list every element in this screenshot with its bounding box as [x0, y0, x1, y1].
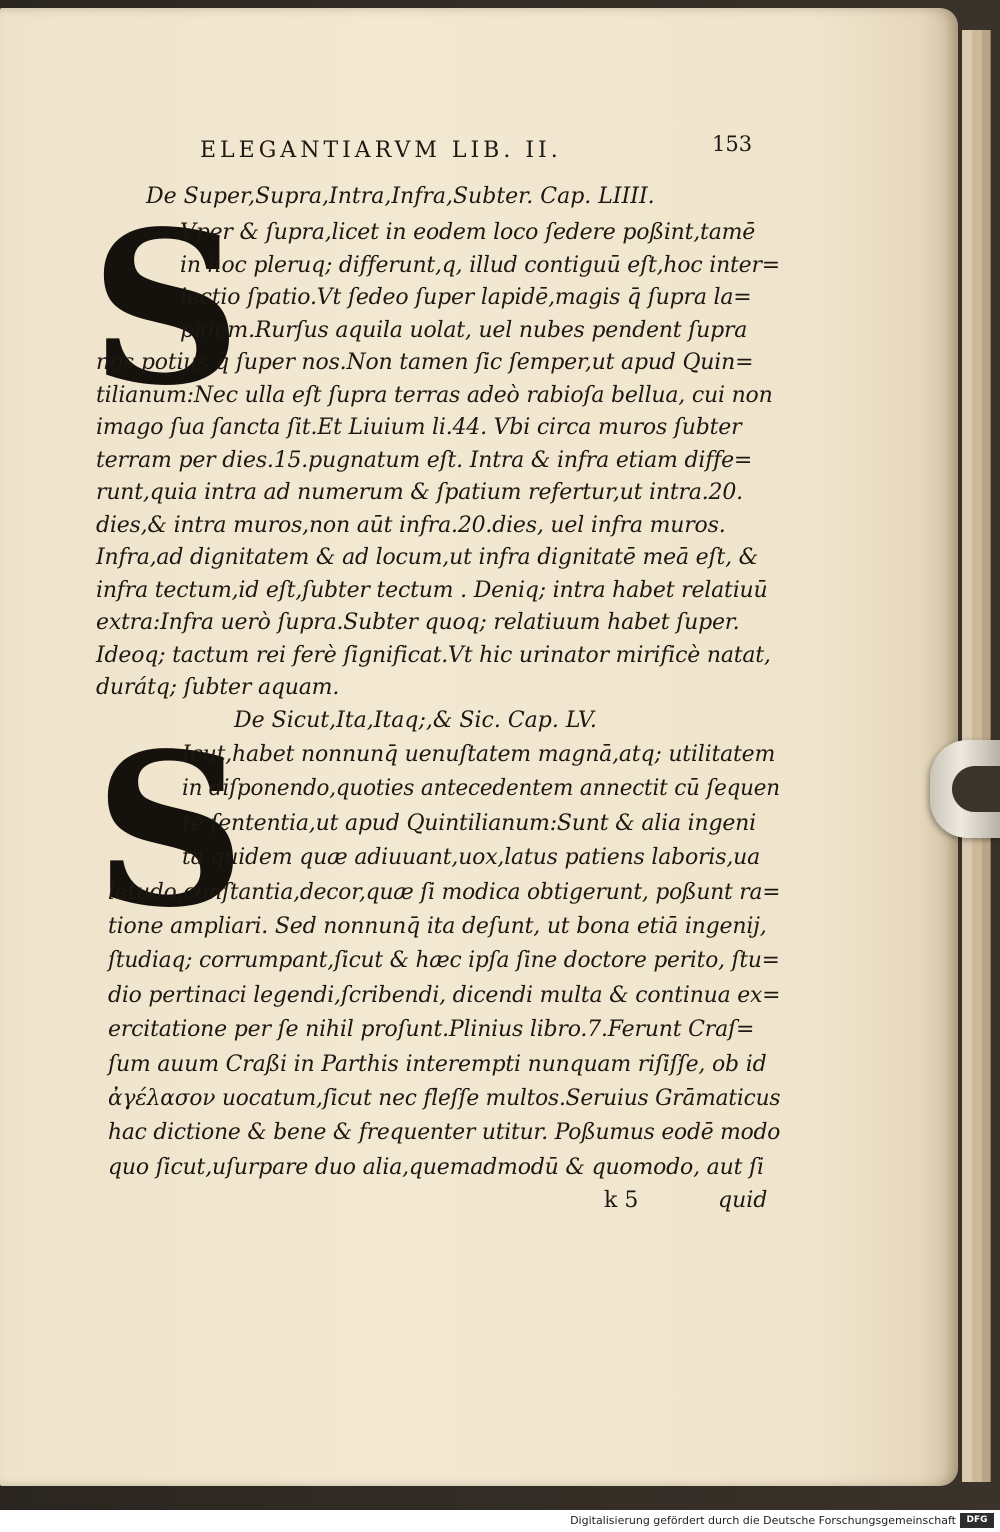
text-line: infra tectum,id eſt,ſubter tectum . Deniq; intra habet relatiuū [96, 577, 768, 603]
text-line: hac dictione & bene & frequenter utitur. Poßumus eodē modo [108, 1120, 781, 1146]
text-line: in diſponendo,quoties antecedentem annectit cū ſequen [182, 776, 780, 802]
clip-hole [952, 766, 1000, 812]
text-line: dio pertinaci legendi,ſcribendi, dicendi multa & continua ex= [108, 982, 781, 1008]
text-line: runt,quia intra ad numerum & ſpatium refertur,ut intra.20. [96, 480, 743, 505]
text-line: Ideoq; tactum rei ferè ſignificat.Vt hic urinator mirificè natat, [96, 642, 771, 668]
text-line: letudo,conſtantia,decor,quæ ſi modica obtigerunt, poßunt ra= [108, 879, 781, 905]
text-line: Infra,ad dignitatem & ad locum,ut infra dignitatē meā eſt, & [96, 545, 759, 570]
catchword: quid [718, 1188, 768, 1213]
text-line: ſum auum Craßi in Parthis interempti nunquam riſiſſe, ob id [108, 1051, 767, 1077]
text-line: ſtudiaq; corrumpant,ſicut & hæc ipſa ſine doctore perito, ſtu= [108, 948, 780, 974]
chapter-title: De Sicut,Ita,Itaq;,& Sic. Cap. LV. [234, 708, 597, 733]
text-line: tilianum:Nec ulla eſt ſupra terras adeò rabioſa bellua, cui non [96, 382, 773, 408]
decorated-initial: S [94, 707, 246, 954]
signature-mark: k 5 [604, 1188, 639, 1213]
text-line: pidem.Rurſus aquila uolat, uel nubes pendent ſupra [180, 317, 748, 343]
running-head: ELEGANTIARVM LIB. II. [200, 138, 562, 163]
text-line: terram per dies.15.pugnatum eſt. Intra & infra etiam diffe= [96, 447, 753, 473]
dfg-logo: DFG [960, 1513, 994, 1528]
book-page [0, 8, 958, 1486]
text-line: Vper & ſupra,licet in eodem loco ſedere poßint,tamē [180, 220, 756, 245]
text-line: extra:Infra uerò ſupra.Subter quoq; relatiuum habet ſuper. [96, 610, 740, 635]
folio-number: 153 [712, 132, 753, 156]
text-line: nos potius q̄ ſuper nos.Non tamen ſic ſemper,ut apud Quin= [96, 350, 754, 375]
text-line: iectio ſpatio.Vt ſedeo ſuper lapidē,magis q̄ ſupra la= [180, 285, 752, 310]
text-line: in hoc pleruq; differunt,q, illud contiguū eſt,hoc inter= [180, 252, 780, 278]
text-line: tione ampliari. Sed nonnunq̄ ita deſunt, ut bona etiā ingenij, [108, 914, 767, 939]
footer-bar [0, 1510, 1000, 1532]
text-line: ercitatione per ſe nihil proſunt.Plinius libro.7.Ferunt Craſ= [108, 1017, 755, 1043]
chapter-title: De Super,Supra,Intra,Infra,Subter. Cap. LIIII. [146, 184, 655, 209]
text-line: dies,& intra muros,non aūt infra.20.dies, uel infra muros. [96, 512, 726, 538]
text-line: quo ſicut,uſurpare duo alia,quemadmodū & quomodo, aut ſi [108, 1154, 764, 1180]
text-line: durátq; ſubter aquam. [96, 675, 340, 700]
text-line: ἀγέλασον uocatum,ſicut nec fleſſe multos.Seruius Grāmaticus [108, 1086, 781, 1111]
text-line: Icut,habet nonnunq̄ uenuſtatem magnā,atq; utilitatem [182, 742, 776, 767]
book-clip [930, 740, 1000, 838]
text-line: ta quidem quæ adiuuant,uox,latus patiens laboris,ua [182, 845, 761, 871]
decorated-initial: S [90, 185, 242, 432]
footer-credit: Digitalisierung gefördert durch die Deutsche Forschungsgemeinschaft [570, 1514, 956, 1527]
text-line: imago ſua ſancta ſit.Et Liuium li.44. Vbi circa muros ſubter [96, 415, 742, 440]
text-line: te ſententia,ut apud Quintilianum:Sunt & alia ingeni [182, 810, 756, 836]
